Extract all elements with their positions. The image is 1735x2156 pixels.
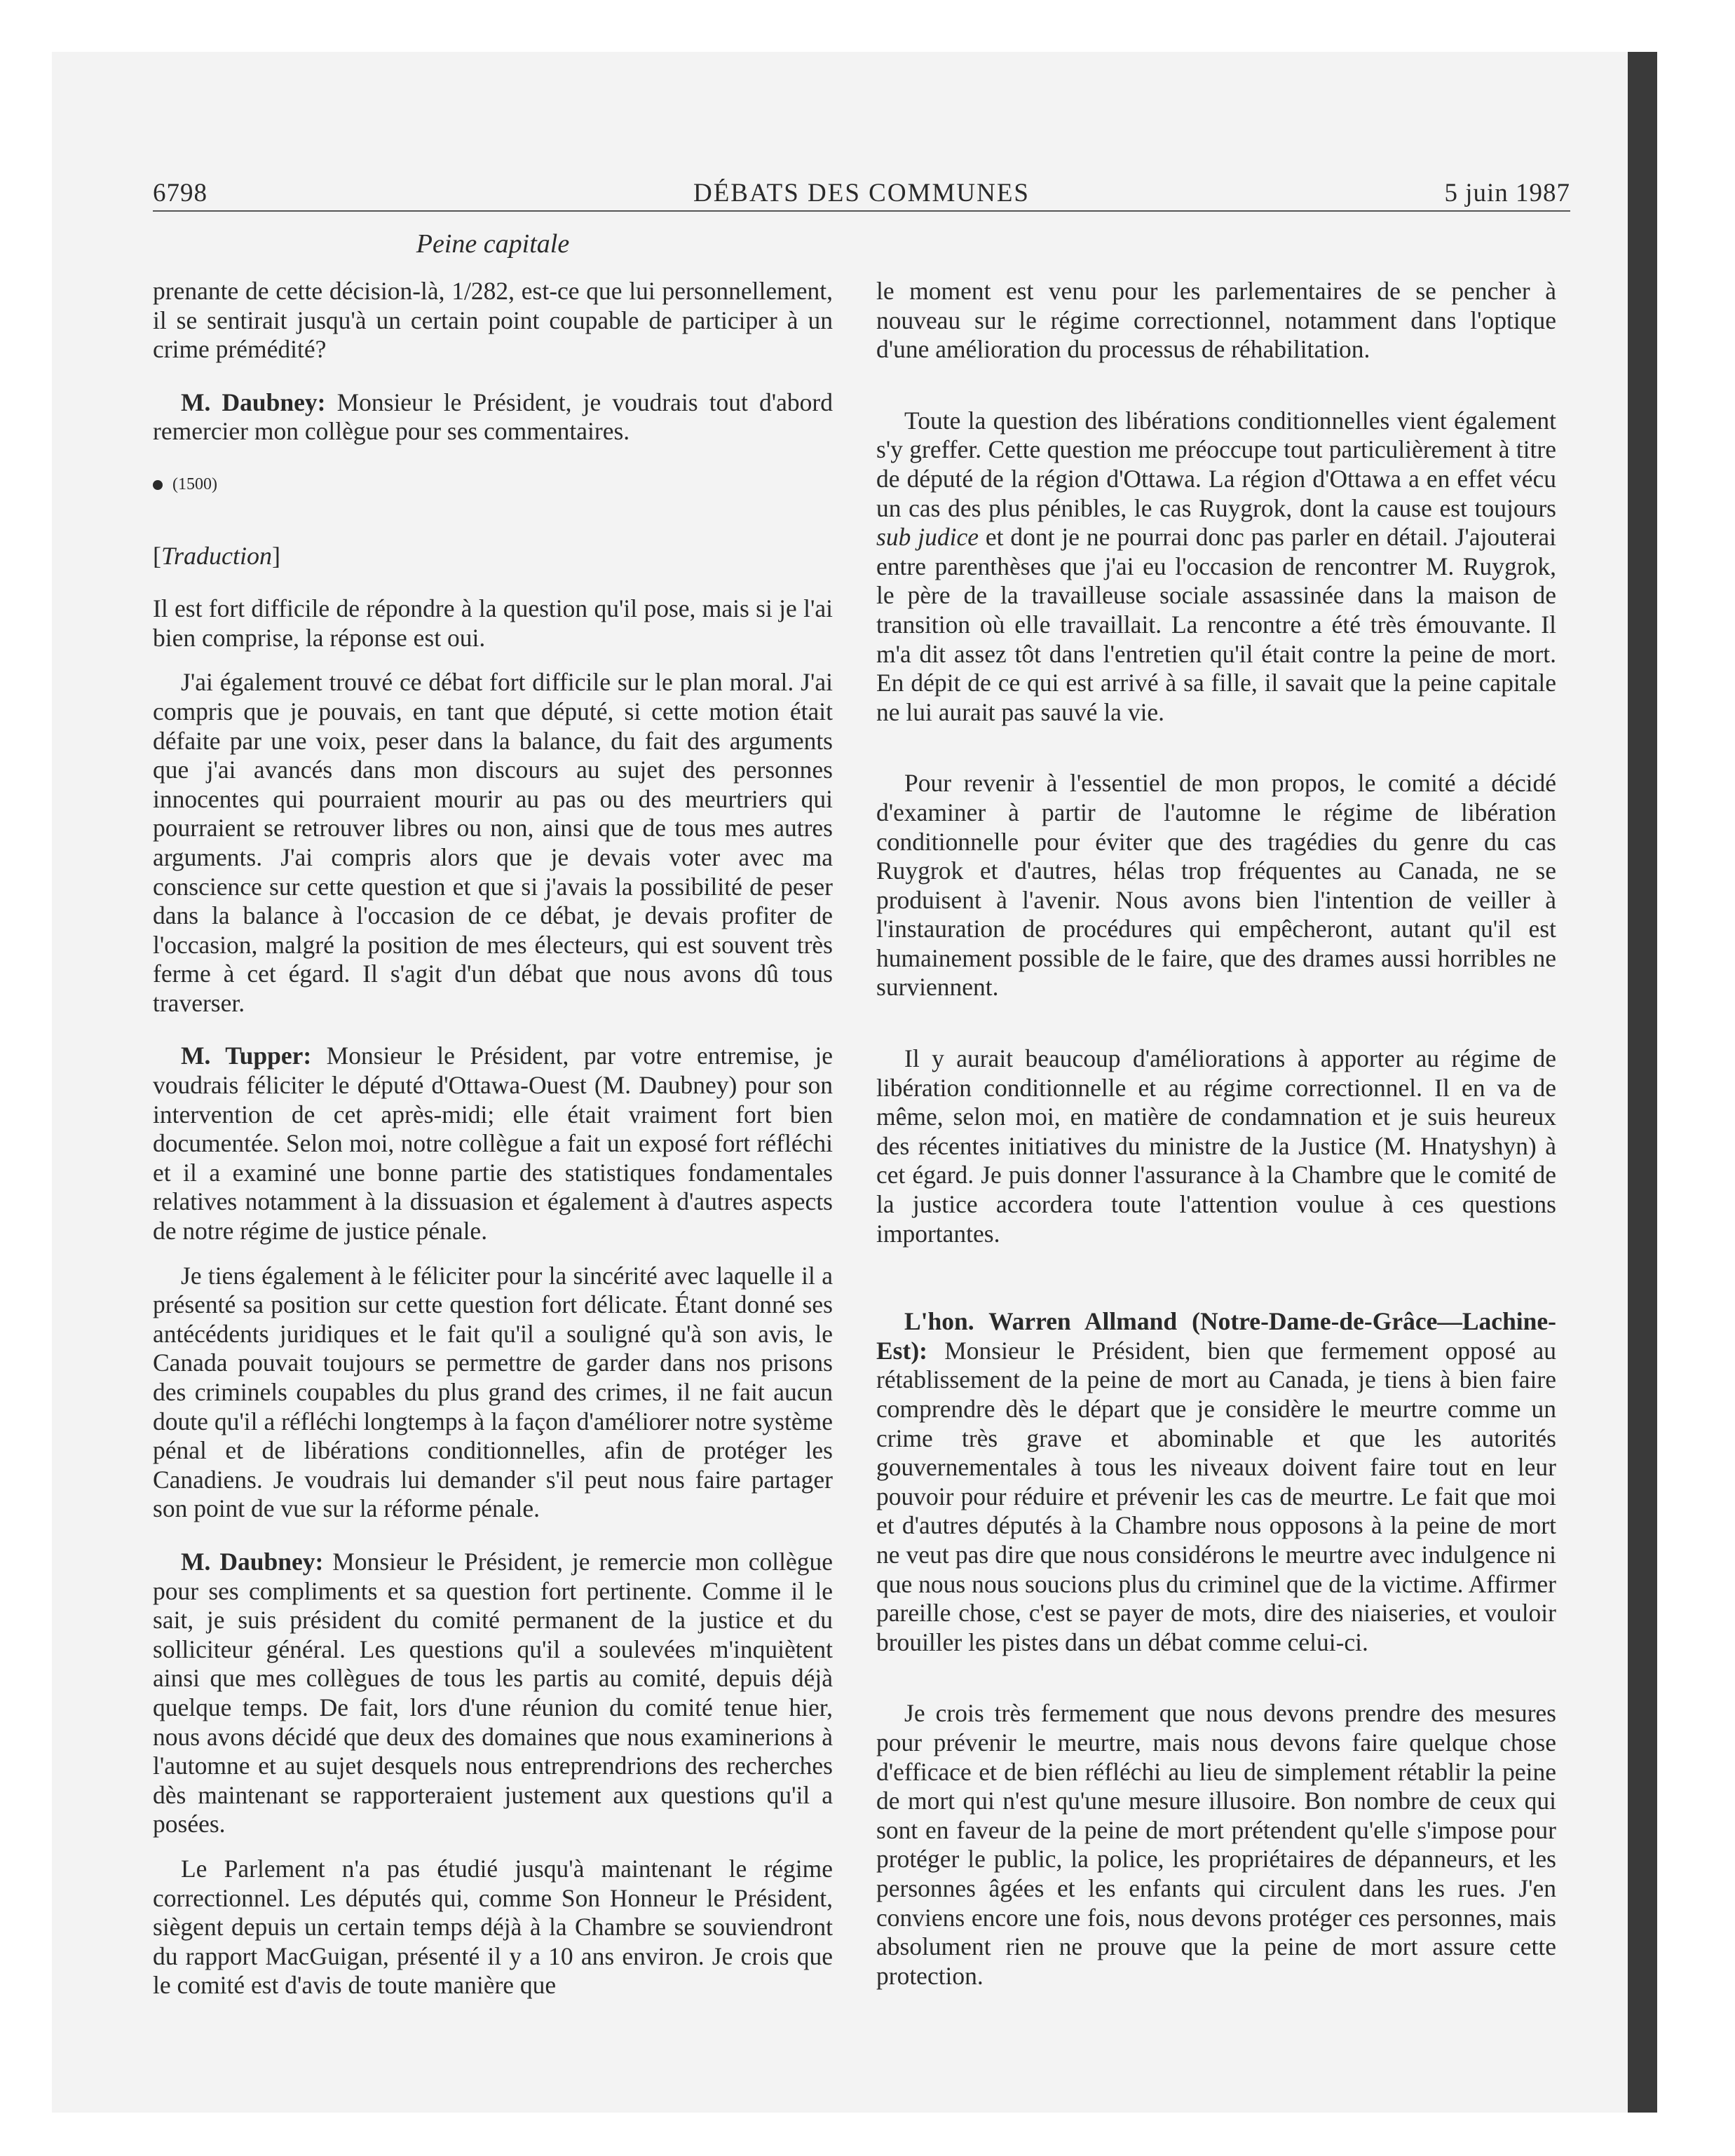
paragraph: Je crois très fermement que nous devons prendre des mesures pour prévenir le meurtre, mais nous devons faire quelque chose d'efficace et de bien réfléchi au lieu de simplement rétablir la peine de mort qui n'est qu'une mesure illusoire. Bon nombre de ceux qui sont en faveur de la peine de mort prétendent qu'elle s'impose pour protéger le public, la police, les propriétaires de dépanneurs, et les personnes âgées et les enfants qui circulent dans les rues. J'en conviens encore une fois, nous devons protéger ces personnes, mais absolument rien ne prouve que la peine de mort assure cette protection. [876,1699,1556,1990]
speech-paragraph [153,1548,833,1839]
speaker-name: M. Tupper: [181,1042,312,1070]
translation-word: Traduction [161,541,273,570]
speaker-name: M. Daubney: [181,1547,324,1576]
paragraph-text: et dont je ne pourrai donc pas parler en détail. J'ajouterai entre parenthèses que j'ai eu l'occasion de rencontrer M. Ruygrok, le père de la travailleuse sociale assassinée dans la maison de transition où elle travaillait. La rencontre a été très émouvante. Il m'a dit assez tôt dans l'entretien qu'il était contre la peine de mort. En dépit de ce qui est arrivé à sa fille, il savait que la peine capitale ne lui aurait pas sauvé la vie. [876,523,1556,726]
subject-heading: Peine capitale [416,229,570,259]
speaker-name: M. Daubney: [181,388,326,416]
paragraph-text: Toute la question des libérations conditionnelles vient également s'y greffer. Cette question me préoccupe tout particulièrement à titre de député de la région d'Ottawa. La région d'Ottawa a en effet vécu un cas des plus pénibles, le cas Ruygrok, dont la cause est toujours [876,406,1556,522]
publication-date: 5 juin 1987 [1444,179,1570,207]
speech-text: Monsieur le Président, je voudrais tout d'abord remercier mon collègue pour ses commentaires. [153,388,834,446]
time-marker [153,470,833,500]
bracket-open: [ [153,541,161,570]
paragraph: prenante de cette décision-là, 1/282, est-ce que lui personnellement, il se sentirait jusqu'à un certain point coupable de participer à un crime prémédité? [153,277,833,364]
paragraph: Il est fort difficile de répondre à la question qu'il pose, mais si je l'ai bien comprise, la réponse est oui. [153,594,833,652]
speech-paragraph [876,1307,1556,1657]
speech-paragraph [153,1042,833,1246]
bullet-icon [153,480,163,490]
right-column [876,277,1556,1991]
paragraph: J'ai également trouvé ce débat fort difficile sur le plan moral. J'ai compris que je pouvais, en tant que député, si cette motion était défaite par une voix, peser dans la balance, du fait des arguments que j'ai avancés dans mon discours au sujet des personnes innocentes qui pourraient mourir au pas ou des meurtriers qui pourraient se retrouver libres ou non, ainsi que de tous mes autres arguments. J'ai compris alors que je devais voter avec ma conscience sur cette question et que si j'avais la possibilité de peser dans la balance à l'occasion de ce débat, je devais profiter de l'occasion, malgré la position de mes électeurs, qui est souvent très ferme à cet égard. Il s'agit d'un débat que nous avons dû tous traverser. [153,668,833,1017]
latin-term: sub judice [876,523,979,552]
bracket-close: ] [272,541,281,570]
speech-paragraph [153,388,833,446]
time-marker-text: (1500) [172,475,217,493]
speech-text: Monsieur le Président, bien que fermement opposé au rétablissement de la peine de mort au Canada, je tiens à bien faire comprendre dès le départ que je considère le meurtre comme un crime très grave et abominable et que les autorités gouvernementales à tous les niveaux doivent faire tout en leur pouvoir pour réduire et prévenir les cas de meurtre. Le fait que moi et d'autres députés à la Chambre nous opposons à la peine de mort ne veut pas dire que nous considérons le meurtre avec indulgence ni que nous nous soucions plus du criminel que de la victime. Affirmer pareille chose, c'est se payer de mots, dire des niaiseries, et vouloir brouiller les pistes dans un débat comme celui-ci. [876,1336,1556,1656]
page-number: 6798 [153,179,207,207]
paragraph: Le Parlement n'a pas étudié jusqu'à maintenant le régime correctionnel. Les députés qui, comme Son Honneur le Président, siègent depuis un certain temps déjà à la Chambre se souviendront du rapport MacGuigan, présenté il y a 10 ans environ. Je crois que le comité est d'avis de toute manière que [153,1854,833,2000]
paragraph: Il y aurait beaucoup d'améliorations à apporter au régime de libération conditionnelle et au régime correctionnel. Il en va de même, selon moi, en matière de condamnation et je suis heureux des récentes initiatives du ministre de la Justice (M. Hnatyshyn) à cet égard. Je puis donner l'assurance à la Chambre que le comité de la justice accordera toute l'attention voulue à ces questions importantes. [876,1044,1556,1248]
paragraph [876,407,1556,728]
speech-text: Monsieur le Président, je remercie mon collègue pour ses compliments et sa question fort pertinente. Comme il le sait, je suis président du comité permanent de la justice et du solliciteur général. Les questions qu'il a soulevées m'inquiètent ainsi que mes collègues de tous les partis au comité, depuis déjà quelque temps. De fait, lors d'une réunion du comité tenue hier, nous avons décidé que deux des domaines que nous examinerions à l'automne et au sujet desquels nous entreprendrions des recherches dès maintenant se rapporteraient justement aux questions qu'il a posées. [153,1547,833,1838]
speech-text: Monsieur le Président, par votre entremise, je voudrais féliciter le député d'Ottawa-Ouest (M. Daubney) pour son intervention de cet après-midi; elle était vraiment fort bien documentée. Selon moi, notre collègue a fait un exposé fort réfléchi et il a examiné une bonne partie des statistiques fondamentales relatives notamment à la dissuasion et également à d'autres aspects de notre régime de justice pénale. [153,1042,833,1246]
paragraph: le moment est venu pour les parlementaires de se pencher à nouveau sur le régime correctionnel, notamment dans l'optique d'une amélioration du processus de réhabilitation. [876,277,1556,364]
page-header [153,175,1570,212]
speaker-name: L'hon. Warren Allmand [904,1307,1178,1336]
paragraph: Je tiens également à le féliciter pour la sincérité avec laquelle il a présenté sa position sur cette question fort délicate. Étant donné ses antécédents juridiques et le fait qu'il a souligné qu'à son avis, le Canada pouvait toujours se permettre de garder dans nos prisons des criminels coupables du plus grand des crimes, il ne fait aucun doute qu'il a réfléchi longtemps à la façon d'améliorer notre système pénal et de libérations conditionnelles, afin de protéger les Canadiens. Je voudrais lui demander s'il peut nous faire partager son point de vue sur la réforme pénale. [153,1261,833,1523]
scan-edge-bar [1628,52,1657,2113]
paragraph: Pour revenir à l'essentiel de mon propos, le comité a décidé d'examiner à partir de l'automne le régime de libération conditionnelle pour éviter que des tragédies du genre du cas Ruygrok et d'autres, hélas trop fréquentes au Canada, ne se produisent à l'avenir. Nous avons bien l'intention de veiller à l'instauration de procédures qui empêcheront, autant qu'il est humainement possible de le faire, que des drames aussi horribles ne surviennent. [876,769,1556,1002]
publication-title: DÉBATS DES COMMUNES [693,179,1030,207]
left-column [153,277,833,2000]
translation-note [153,542,833,571]
speaker-riding: (Notre-Dame-de-Grâce—Lachine-Est): [876,1307,1556,1365]
